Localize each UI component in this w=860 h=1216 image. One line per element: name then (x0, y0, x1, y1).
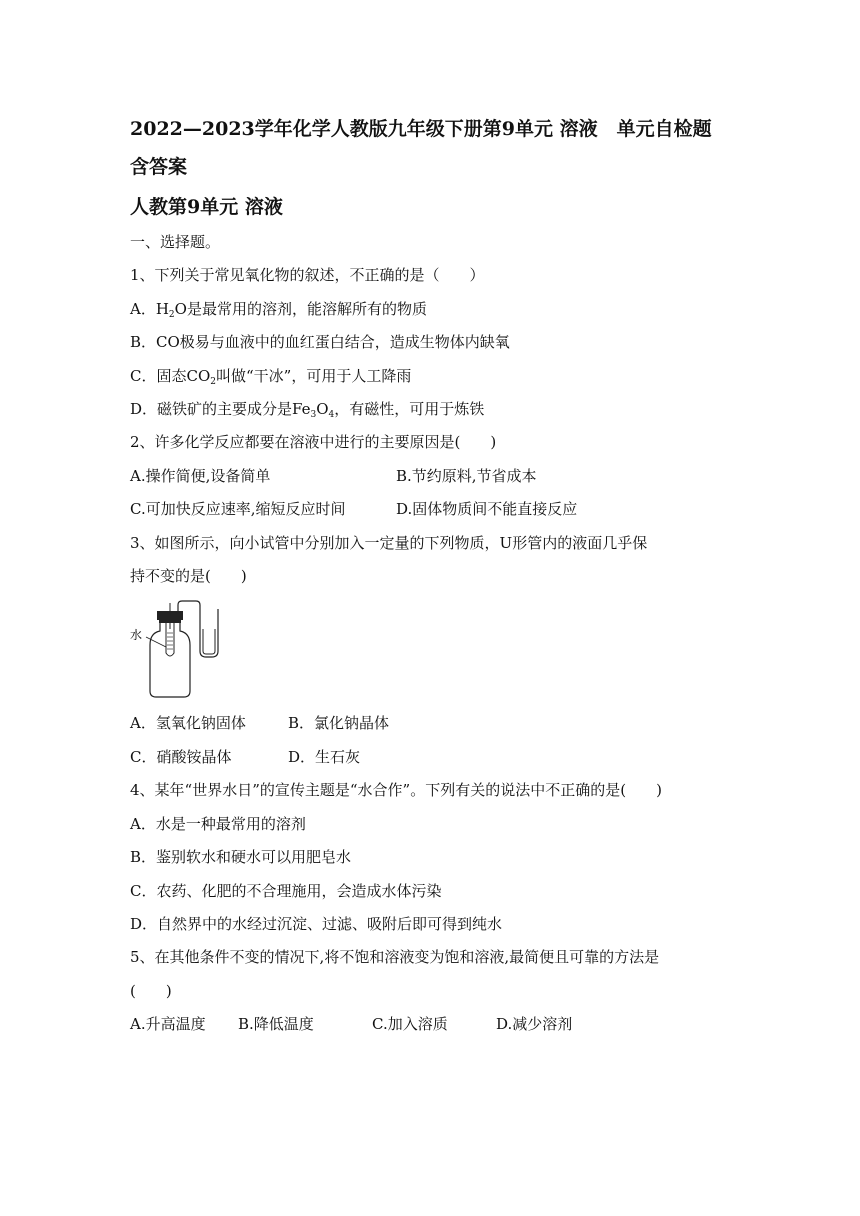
option-a: A．水是一种最常用的溶剂 (130, 814, 306, 833)
options-row (130, 707, 740, 740)
option-b: B.节约原料,节省成本 (396, 466, 537, 485)
options-row (130, 493, 740, 526)
option-b: B．鉴别软水和硬水可以用肥皂水 (130, 848, 352, 867)
options-row (130, 460, 740, 493)
question-stem: 5、在其他条件不变的情况下,将不饱和溶液变为饱和溶液,最简便且可靠的方法是 (130, 948, 660, 967)
document-title: 2022—2023学年化学人教版九年级下册第9单元 溶液 单元自检题 含答案 (130, 118, 712, 178)
option-a: A．$H_2O$是最常用的溶剂，能溶解所有的物质 (130, 299, 427, 320)
question-stem-cont: ( ) (130, 981, 172, 1000)
apparatus-figure (130, 599, 250, 699)
option-a: A.操作简便,设备简单 (130, 466, 271, 485)
option-c: C．固态$CO_2$叫做“干冰”，可用于人工降雨 (130, 366, 412, 387)
option-d: D．自然界中的水经过沉淀、过滤、吸附后即可得到纯水 (130, 914, 503, 933)
option-b: B.降低温度 (238, 1015, 314, 1034)
figure-label-water: 水 (130, 628, 143, 643)
option-b: B．氯化钠晶体 (288, 714, 390, 733)
options-row (130, 741, 740, 774)
section-heading: 人教第9单元 溶液 (130, 196, 283, 218)
question-stem: 2、许多化学反应都要在溶液中进行的主要原因是( ) (130, 433, 497, 452)
question-3 (130, 527, 740, 775)
option-c: C.加入溶质 (372, 1015, 448, 1034)
document-page (130, 110, 740, 1042)
option-c: C．农药、化肥的不合理施用，会造成水体污染 (130, 881, 442, 900)
option-d: D．磁铁矿的主要成分是$Fe_3O_4$，有磁性，可用于炼铁 (130, 400, 485, 421)
question-stem: 3、如图所示，向小试管中分别加入一定量的下列物质，U形管内的液面几乎保 (130, 533, 648, 552)
question-stem-cont: 持不变的是( ) (130, 567, 247, 586)
question-stem: 1、下列关于常见氧化物的叙述，不正确的是（ ） (130, 266, 485, 285)
option-d: D．生石灰 (288, 747, 361, 766)
option-c: C．硝酸铵晶体 (130, 747, 232, 766)
options-row (130, 1008, 740, 1041)
option-a: A.升高温度 (130, 1015, 206, 1034)
option-a: A．氢氧化钠固体 (130, 714, 246, 733)
question-4 (130, 774, 740, 941)
question-5 (130, 941, 740, 1041)
option-c: C.可加快反应速率,缩短反应时间 (130, 500, 346, 519)
question-1 (130, 259, 740, 426)
part-heading: 一、选择题。 (130, 233, 221, 251)
question-stem: 4、某年“世界水日”的宣传主题是“水合作”。下列有关的说法中不正确的是( ) (130, 781, 662, 800)
option-d: D.减少溶剂 (496, 1015, 573, 1034)
option-b: B．CO极易与血液中的血红蛋白结合，造成生物体内缺氧 (130, 333, 510, 352)
option-d: D.固体物质间不能直接反应 (396, 500, 578, 519)
question-2 (130, 426, 740, 526)
